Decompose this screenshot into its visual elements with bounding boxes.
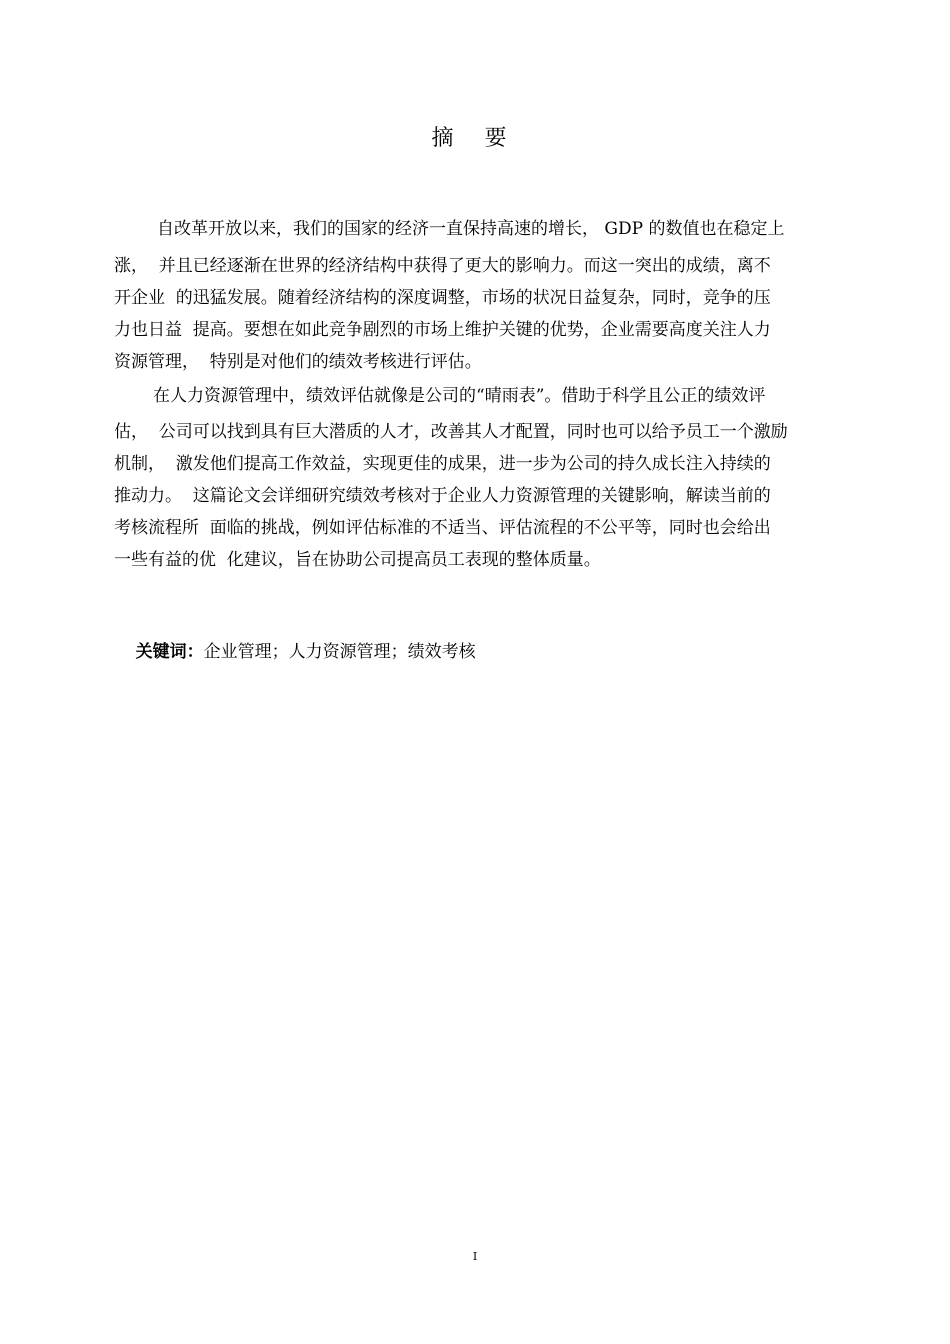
paragraph-2-line-2: 估， 公司可以找到具有巨大潜质的人才，改善其人才配置，同时也可以给予员工一个激励 <box>114 422 788 442</box>
abstract-title: 摘 要 <box>431 126 519 151</box>
keywords-line <box>114 616 476 688</box>
paragraph-1-line-3: 开企业 的迅猛发展。随着经济结构的深度调整，市场的状况日益复杂，同时，竞争的压 <box>114 288 771 308</box>
paragraph-2-line-4: 推动力。 这篇论文会详细研究绩效考核对于企业人力资源管理的关键影响，解读当前的 <box>114 486 771 506</box>
paragraph-2-line-5: 考核流程所 面临的挑战，例如评估标准的不适当、评估流程的不公平等，同时也会给出 <box>114 518 771 538</box>
paragraph-1-line-2: 涨， 并且已经逐渐在世界的经济结构中获得了更大的影响力。而这一突出的成绩，离不 <box>114 256 771 276</box>
keywords-label: 关键词： <box>135 642 204 662</box>
keywords-value: 企业管理；人力资源管理；绩效考核 <box>203 642 476 662</box>
page-number: I <box>472 1250 478 1263</box>
paragraph-2-line-3: 机制， 激发他们提高工作效益，实现更佳的成果，进一步为公司的持久成长注入持续的 <box>114 454 771 474</box>
paragraph-2-line-1: 在人力资源管理中，绩效评估就像是公司的“晴雨表”。借助于科学且公正的绩效评 <box>153 386 766 406</box>
paragraph-1-line-4: 力也日益 提高。要想在如此竞争剧烈的市场上维护关键的优势，企业需要高度关注人力 <box>114 320 771 340</box>
paragraph-1-line-1: 自改革开放以来，我们的国家的经济一直保持高速的增长， GDP 的数值也在稳定上 <box>157 219 785 239</box>
paragraph-1-line-5: 资源管理， 特别是对他们的绩效考核进行评估。 <box>114 352 482 372</box>
paragraph-2-line-6: 一些有益的优 化建议，旨在协助公司提高员工表现的整体质量。 <box>114 550 601 570</box>
